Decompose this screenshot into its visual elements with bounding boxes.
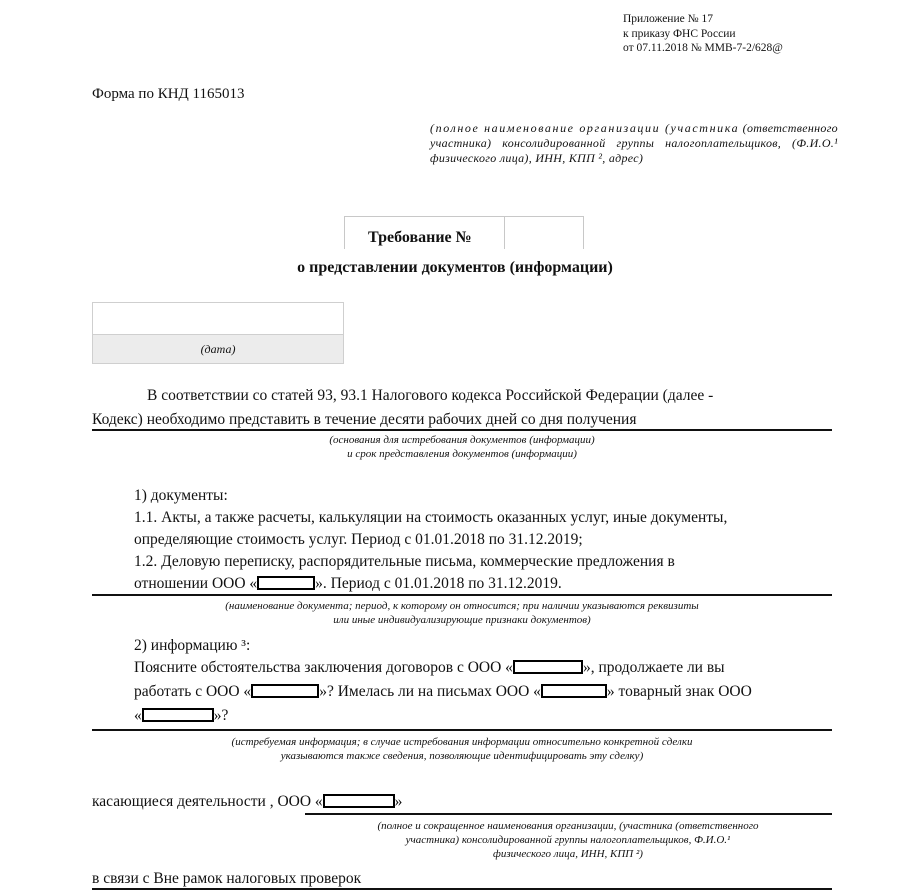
intro-line-2: Кодекс) необходимо представить в течение десяти рабочих дней со дня получения [92,411,637,428]
redaction-box [257,576,315,590]
org-hint-line-2: участника) консолидированной группы налогоплательщиков, Ф.И.О.¹ [405,834,731,846]
date-field[interactable] [92,302,344,364]
info-line-2 [134,682,752,702]
recipient-hint: (полное наименование организации (участника (ответственного участника) консолидированной группы налогоплательщиков, (Ф.И.О.¹ физического лица), ИНН, КПП ², адрес) [430,121,838,165]
info-line-3-b: »? [213,707,229,724]
form-code: Форма по КНД 1165013 [92,86,245,102]
recipient-hint-first: (полное наименование организации (участника [430,121,740,135]
concerning-underline [305,813,832,815]
appendix-line-1: Приложение № 17 [623,13,713,25]
info-hint-line-2: указываются также сведения, позволяющие идентифицировать эту сделку) [280,750,644,762]
intro-underline [92,429,832,431]
requirement-subtitle: о представлении документов (информации) [297,259,613,276]
redaction-box [142,708,214,722]
redaction-box [251,684,319,698]
info-line-1 [134,658,725,678]
in-connection-line: в связи с Вне рамок налоговых проверок [92,870,362,887]
docs-hint [92,599,832,627]
basis-hint-line-2: и срок представления документов (информации) [347,448,577,460]
doc-12-line-2-b: ». Период с 01.01.2018 по 31.12.2019. [315,575,562,592]
concerning-line [92,792,402,812]
doc-12-line-1: 1.2. Деловую переписку, распорядительные письма, коммерческие предложения в [134,553,675,570]
basis-hint-line-1: (основания для истребования документов (информации) [329,434,595,446]
info-line-2-b: »? Имелась ли на письмах ООО « [319,683,541,700]
doc-11-line-1: 1.1. Акты, а также расчеты, калькуляции на стоимость оказанных услуг, иные документы, [134,509,728,526]
basis-hint [92,433,832,461]
doc-12-line-2 [134,574,562,594]
appendix-line-2: к приказу ФНС России [623,27,736,40]
docs-heading: 1) документы: [134,487,228,504]
doc-12-line-2-a: отношении ООО « [134,575,258,592]
docs-hint-line-1: (наименование документа; период, к которому он относится; при наличии указываются реквизиты [225,600,699,612]
intro-line-1: В соответствии со статей 93, 93.1 Налогового кодекса Российской Федерации (далее - [147,387,714,404]
appendix-line-3: от 07.11.2018 № ММВ-7-2/628@ [623,42,783,54]
info-line-1-a: Поясните обстоятельства заключения договоров с ООО « [134,659,513,676]
redaction-box [513,660,583,674]
appendix-note [623,12,783,56]
redaction-box [323,794,395,808]
in-connection-underline [92,888,832,890]
docs-hint-line-2: или иные индивидуализирующие признаки документов) [333,614,591,626]
info-line-3 [134,706,228,726]
recipient-hint-rest: ответственного участника) консолидированной группы налогоплательщиков, (Ф.И.О.¹ физического лица), ИНН, КПП ², адрес) [430,121,838,165]
requirement-title: Требование № [368,229,472,246]
date-label: (дата) [93,334,343,363]
info-line-2-a: работать с ООО « [134,683,252,700]
org-hint-line-3: физического лица, ИНН, КПП ²) [493,848,643,860]
org-hint [300,819,836,861]
info-underline [92,729,832,731]
org-hint-line-1: (полное и сокращенное наименования организации, (участника (ответственного [377,820,759,832]
info-hint-line-1: (истребуемая информация; в случае истребования информации относительно конкретной сделки [231,736,693,748]
docs-underline [92,594,832,596]
redaction-box [541,684,607,698]
info-line-1-b: », продолжаете ли вы [582,659,725,676]
concerning-b: » [394,793,403,810]
info-hint [92,735,832,763]
info-heading: 2) информацию ³: [134,637,251,654]
concerning-a: касающиеся деятельности , ООО « [92,793,323,810]
info-line-2-c: » товарный знак ООО [606,683,752,700]
info-line-3-a: « [134,707,142,724]
doc-11-line-2: определяющие стоимость услуг. Период с 01.01.2018 по 31.12.2019; [134,531,583,548]
